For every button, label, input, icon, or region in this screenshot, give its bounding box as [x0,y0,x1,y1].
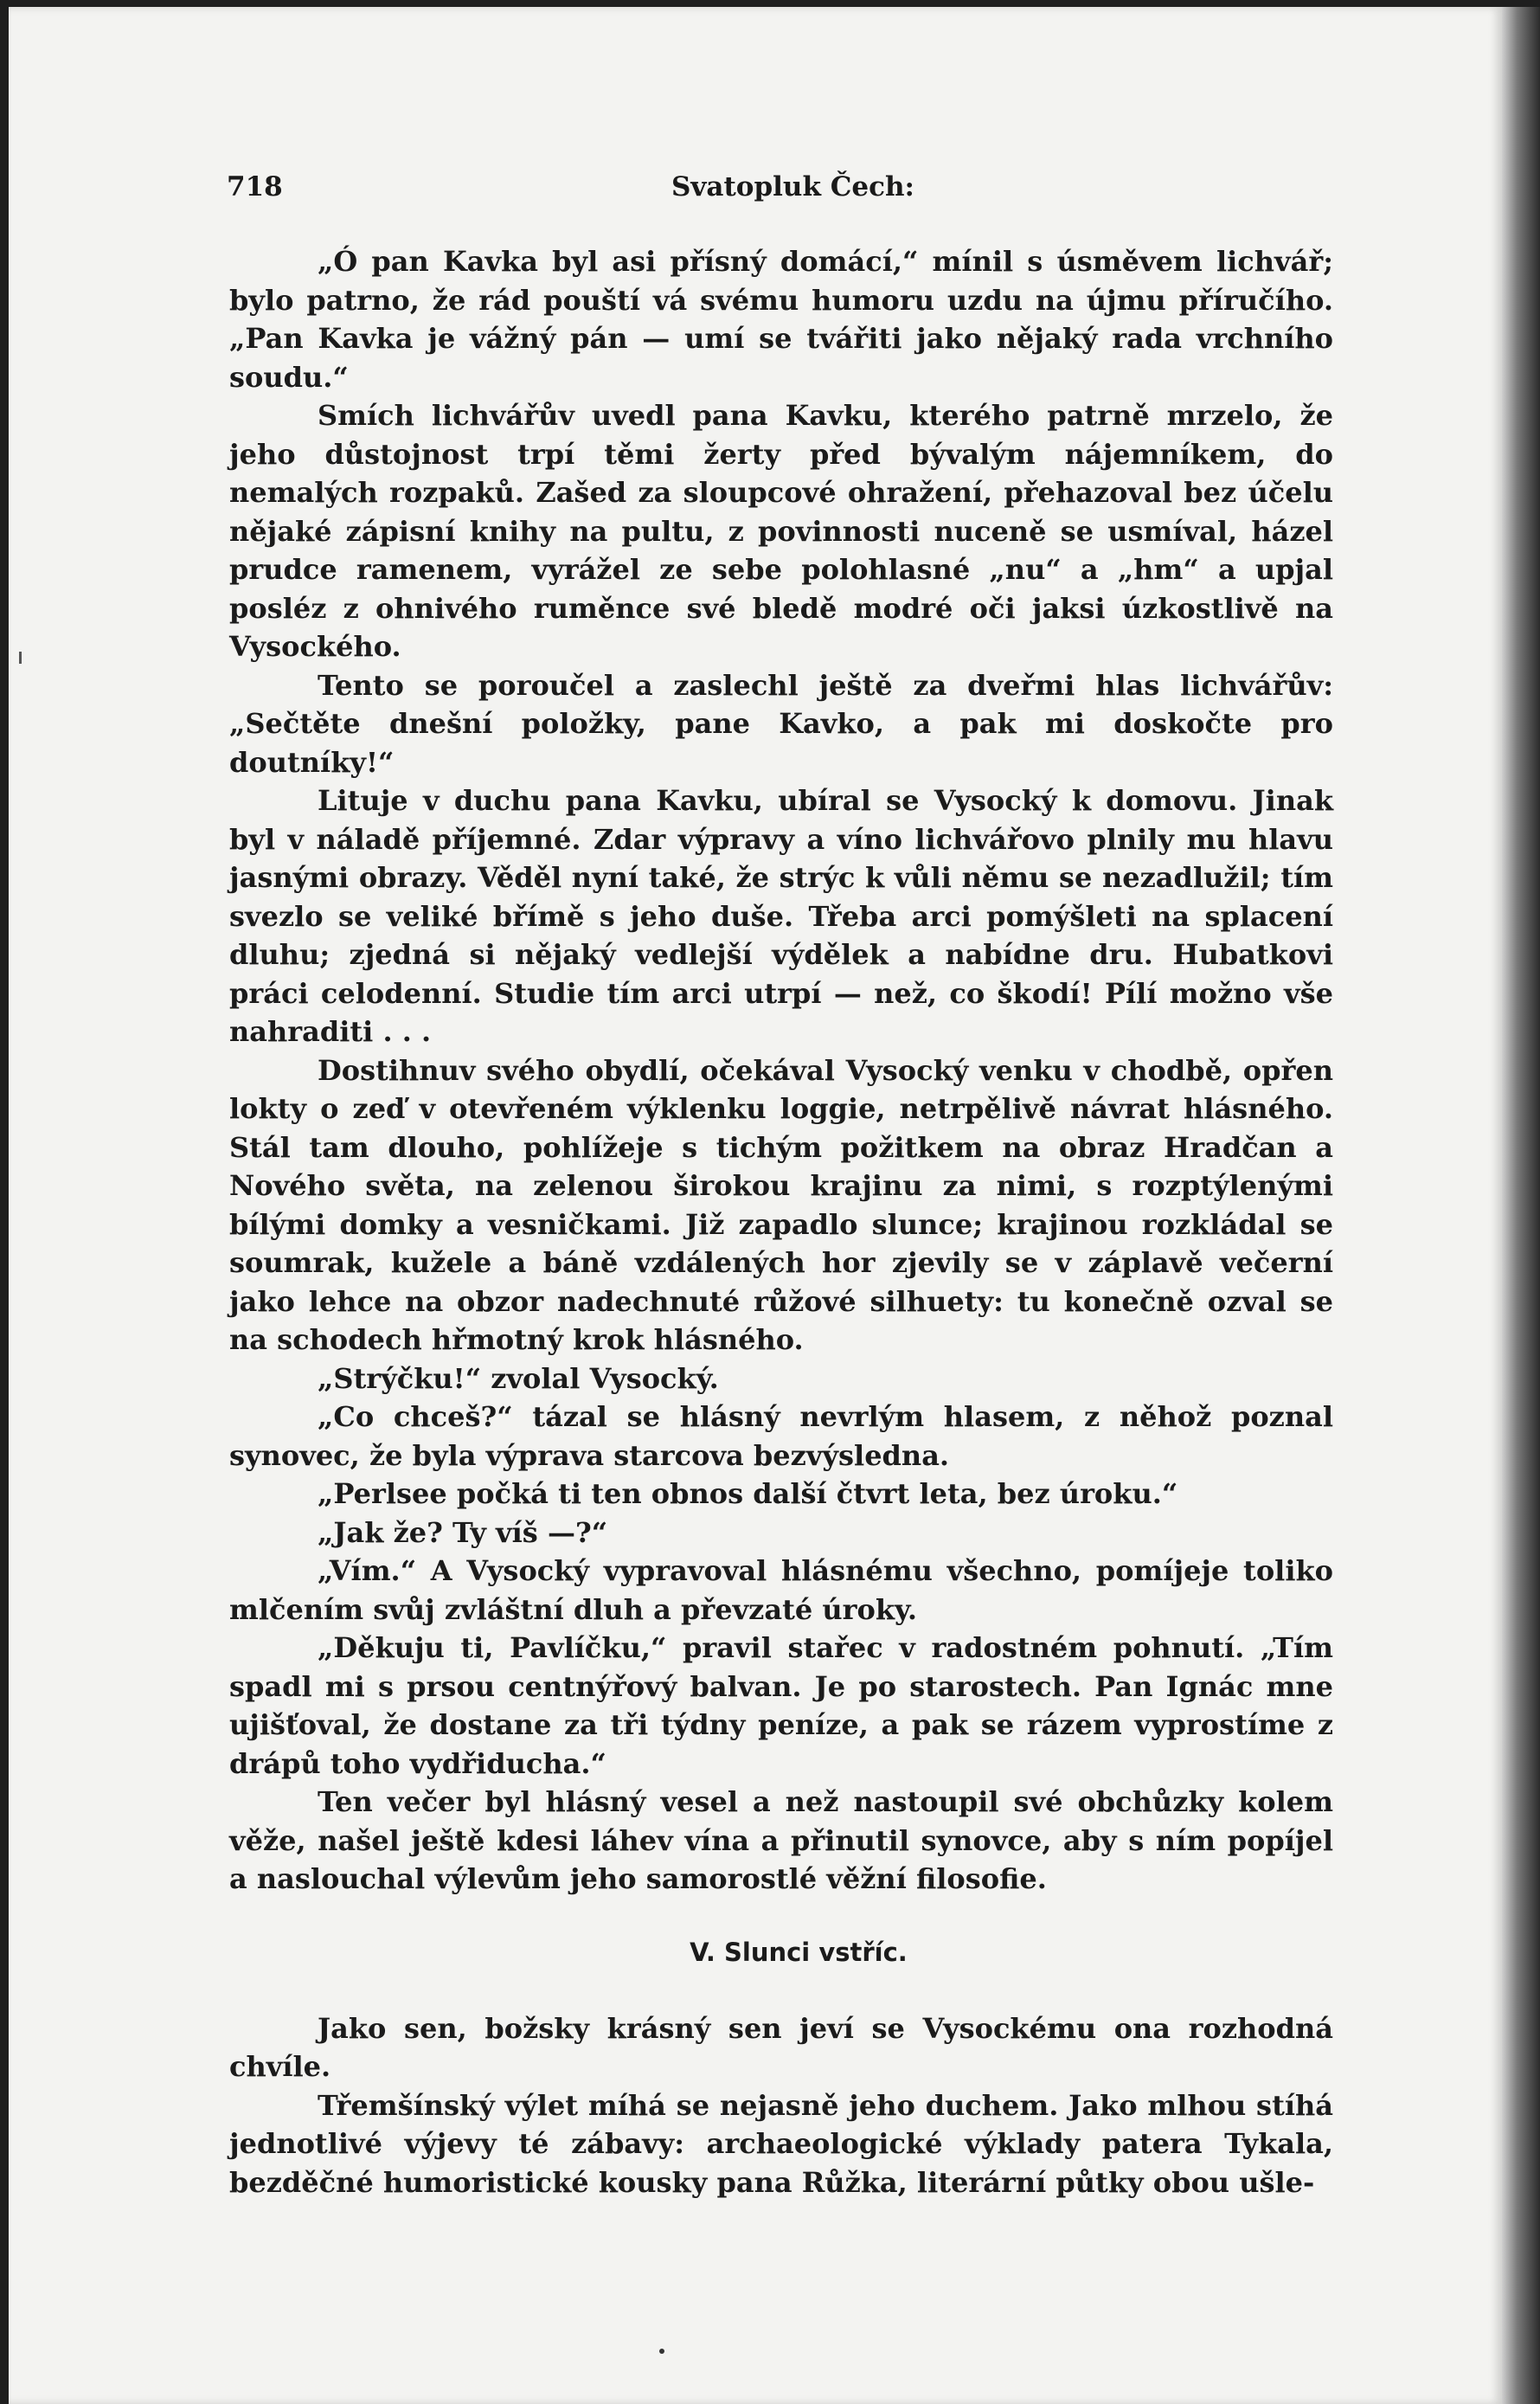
text-block [229,242,1333,2202]
running-head: Svatopluk Čech: [671,171,914,202]
paragraph: Ten večer byl hlásný vesel a než nastoupil své obchůzky kolem věže, našel ještě kdesi láhev vína a přinutil synovce, aby s ním popíjel a naslouchal výlevům jeho samorostlé věžní filosofie. [229,1785,1333,1895]
paragraph: „Děkuju ti, Pavlíčku,“ pravil stařec v radostném pohnutí. „Tím spadl mi s prsou centnýřový balvan. Je po starostech. Pan Ignác mne ujišťoval, že dostane za tři týdny peníze, a pak se rázem vyprostíme z drápů toho vydřiducha.“ [229,1631,1333,1780]
paragraph: Třemšínský výlet míhá se nejasně jeho duchem. Jako mlhou stíhá jednotlivé výjevy té zábavy: archaeologické výklady patera Tykala, bezděčné humoristické kousky pana Růžka, literární půtky obou ušle- [229,2088,1333,2199]
page-number: 718 [227,171,283,202]
paragraph: Smích lichvářův uvedl pana Kavku, kterého patrně mrzelo, že jeho důstojnost trpí těmi žerty před bývalým nájemníkem, do nemalých rozpaků. Zašed za sloupcové ohražení, přehazoval bez účelu nějaké zápisní knihy na pultu, z povinnosti nuceně se usmíval, házel prudce ramenem, vyrážel ze sebe polohlasné „nu“ a „hm“ a upjal posléz z ohnivého ruměnce své bledě modré oči jaksi úzkostlivě na Vysockého. [229,399,1333,663]
paragraph: Lituje v duchu pana Kavku, ubíral se Vysocký k domovu. Jinak byl v náladě příjemné. Zdar výpravy a víno lichvářovo plnily mu hlavu jasnými obrazy. Věděl nyní také, že strýc k vůli němu se nezadlužil; tím svezlo se veliké břímě s jeho duše. Třeba arci pomýšleti na splacení dluhu; zjedná si nějaký vedlejší výdělek a nabídne dru. Hubatkovi práci celodenní. Studie tím arci utrpí — než, co škodí! Pílí možno vše nahraditi . . . [229,784,1333,1048]
paragraph: „Strýčku!“ zvolal Vysocký. [318,1361,719,1395]
paragraph: „Perlsee počká ti ten obnos další čtvrt leta, bez úroku.“ [318,1477,1178,1510]
paragraph: „Jak že? Ty víš —?“ [318,1515,608,1549]
stray-dot [659,2349,664,2354]
page-header [227,171,1334,215]
paragraph: „Vím.“ A Vysocký vypravoval hlásnému všechno, pomíjeje toliko mlčením svůj zvláštní dluh a převzaté úroky. [229,1554,1333,1626]
paragraph: Jako sen, božsky krásný sen jeví se Vysockému ona rozhodná chvíle. [229,2011,1333,2083]
paragraph: „Ó pan Kavka byl asi přísný domácí,“ mínil s úsměvem lichvář; bylo patrno, že rád pouští vá svému humoru uzdu na újmu příručího. „Pan Kavka je vážný pán — umí se tvářiti jako nějaký rada vrchního soudu.“ [229,245,1333,394]
paragraph: Dostihnuv svého obydlí, očekával Vysocký venku v chodbě, opřen lokty o zeď v otevřeném výklenku loggie, netrpělivě návrat hlásného. Stál tam dlouho, pohlížeje s tichým požitkem na obraz Hradčan a Nového světa, na zelenou širokou krajinu za nimi, s rozptýlenými bílými domky a vesničkami. Již zapadlo slunce; krajinou rozkládal se soumrak, kužele a báně vzdálených hor zjevily se v záplavě večerní jako lehce na obzor nadechnuté růžové silhuety: tu konečně ozval se na schodech hřmotný krok hlásného. [229,1053,1333,1356]
section-title: V. Slunci vstříc. [690,1937,908,1967]
page-edge-shadow [1502,7,1540,2404]
margin-mark [19,652,22,664]
paragraph: Tento se poroučel a zaslechl ještě za dveřmi hlas lichvářův: „Sečtěte dnešní položky, pane Kavko, a pak mi doskočte pro doutníky!“ [229,668,1333,779]
paragraph: „Co chceš?“ tázal se hlásný nevrlým hlasem, z něhož poznal synovec, že byla výprava starcova bezvýsledna. [229,1400,1333,1472]
